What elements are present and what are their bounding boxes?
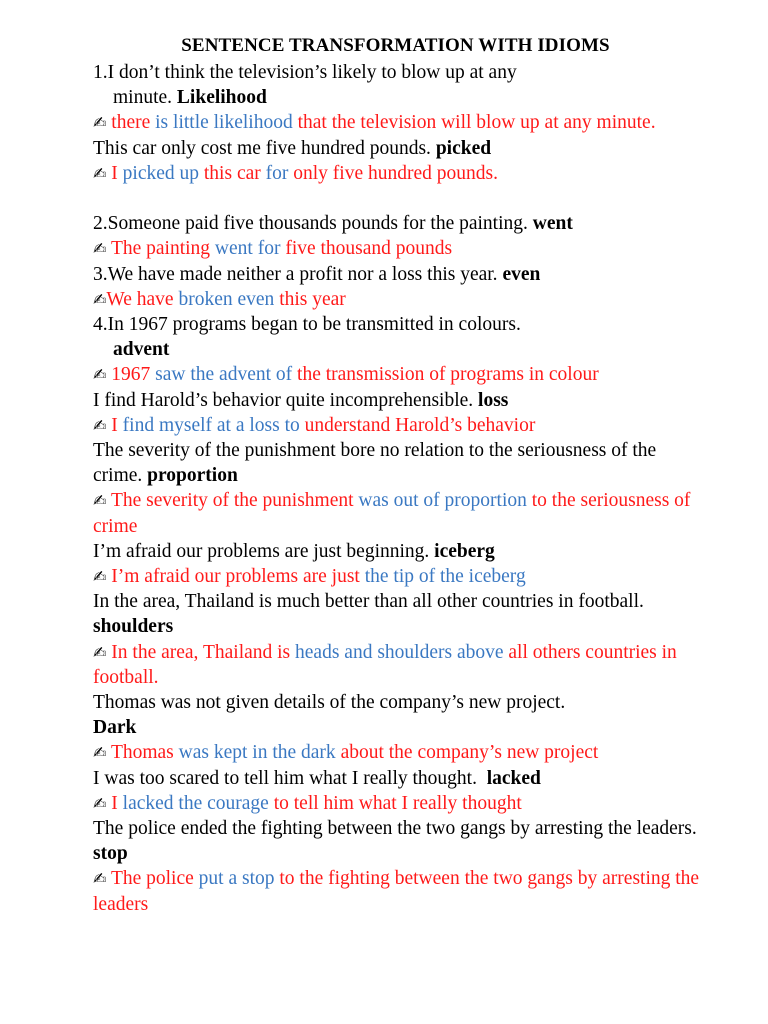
question-stop [93,816,708,866]
answer-lacked [93,791,708,816]
keyword: shoulders [93,616,174,638]
keyword: Dark [93,717,137,739]
keyword: picked [435,137,492,159]
answer-text: Thomas [110,742,179,764]
answer-text: The severity of the punishment [110,490,359,512]
answer-text: to the seriousness of crime [93,490,691,537]
idiom-text: was out of proportion [358,490,527,512]
idiom-text: for [265,162,289,184]
keyword: stop [93,843,128,865]
idiom-text: put a stop [198,868,275,890]
writing-hand-icon: ✍ [93,415,107,435]
question-text: The severity of the punishment bore no relation to the seriousness of the crime. [93,440,657,487]
answer-text: understand Harold’s behavior [299,414,536,436]
answer-loss [93,413,708,438]
writing-hand-icon: ✍ [93,793,107,813]
idiom-text: find myself at a loss to [122,414,300,436]
idiom-text: the tip of the iceberg [364,566,526,588]
answer-text: about the company’s new project [335,742,599,764]
question-1-text: minute. [113,87,173,109]
keyword: lacked [486,767,541,789]
question-proportion [93,438,708,488]
keyword: proportion [147,465,238,487]
answer-text: The police [110,868,199,890]
idiom-text: broken even [178,288,275,310]
writing-hand-icon: ✍ [93,113,107,133]
answer-1 [93,110,708,135]
question-text: I’m afraid our problems are just beginning. [93,540,430,562]
answer-stop [93,866,708,916]
answer-proportion [93,488,708,538]
answer-text: I [111,414,123,436]
answer-text: In the area, Thailand is [111,641,296,663]
question-text: I find Harold’s behavior quite incomprehensible. [93,389,474,411]
keyword: iceberg [434,540,495,562]
question-4-keyword-line [93,337,708,362]
writing-hand-icon: ✍ [93,869,107,889]
keyword: Likelihood [176,87,267,109]
question-text: The police ended the fighting between the two gangs by arresting the leaders. [93,818,697,840]
answer-4 [93,362,708,387]
question-dark-keyword-line [93,715,708,740]
writing-hand-icon: ✍ [93,365,107,385]
answer-shoulders [93,640,708,690]
answer-dark [93,740,708,765]
answer-text: We have [106,288,179,310]
keyword: loss [478,389,509,411]
writing-hand-icon: ✍ [93,567,107,587]
idiom-text: lacked the courage [122,792,269,814]
question-text: I was too scared to tell him what I really thought. [93,767,477,789]
question-iceberg [93,539,708,564]
writing-hand-icon: ✍ [93,163,107,183]
question-4: 4.In 1967 programs began to be transmitted in colours. [93,314,521,336]
question-2 [93,211,708,236]
answer-iceberg [93,564,708,589]
idiom-text: picked up [122,162,200,184]
question-picked [93,136,708,161]
answer-text: to the fighting between the two gangs by arresting the leaders [93,868,700,915]
answer-text: 1967 [111,364,156,386]
answer-text: all others countries in football. [93,641,677,688]
question-text: In the area, Thailand is much better than all other countries in football. [93,591,644,613]
answer-text: only five hundred pounds. [288,162,498,184]
answer-text: that the television will blow up at any minute. [292,112,656,134]
page-title: SENTENCE TRANSFORMATION WITH IDIOMS [181,35,610,56]
answer-text: there [111,112,156,134]
idiom-text: is little likelihood [155,112,293,134]
answer-text: The painting [110,238,215,260]
question-text: 2.Someone paid five thousands pounds for the painting. [93,213,528,235]
idiom-text: heads and shoulders above [295,641,504,663]
answer-text: five thousand pounds [280,238,453,260]
spacer [93,186,708,211]
writing-hand-icon: ✍ [93,743,107,763]
answer-text: this year [274,288,346,310]
writing-hand-icon: ✍ [93,491,107,511]
answer-text: to tell him what I really thought [268,792,522,814]
question-1-line-1: 1.I don’t think the television’s likely to blow up at any [93,62,517,83]
idiom-text: went for [214,238,281,260]
answer-picked [93,161,708,186]
answer-text: I [111,792,123,814]
question-text: This car only cost me five hundred pounds. [93,137,431,159]
question-text: 3.We have made neither a profit nor a loss this year. [93,263,498,285]
answer-text: the transmission of programs in colour [292,364,599,386]
answer-text: I’m afraid our problems are just [111,566,365,588]
keyword: even [502,263,541,285]
question-lacked [93,766,708,791]
question-dark: Thomas was not given details of the company’s new project. [93,692,566,714]
idiom-text: was kept in the dark [178,742,336,764]
question-shoulders [93,589,708,639]
answer-2 [93,236,708,261]
question-loss [93,388,708,413]
idiom-text: saw the advent of [155,364,293,386]
question-1-line-2 [93,85,708,110]
answer-text: I [111,162,123,184]
answer-3 [93,287,708,312]
writing-hand-icon: ✍ [93,239,107,259]
writing-hand-icon: ✍ [93,642,107,662]
keyword: advent [113,339,170,361]
keyword: went [532,213,573,235]
question-3 [93,262,708,287]
answer-text: this car [199,162,266,184]
writing-hand-icon: ✍ [93,289,107,309]
